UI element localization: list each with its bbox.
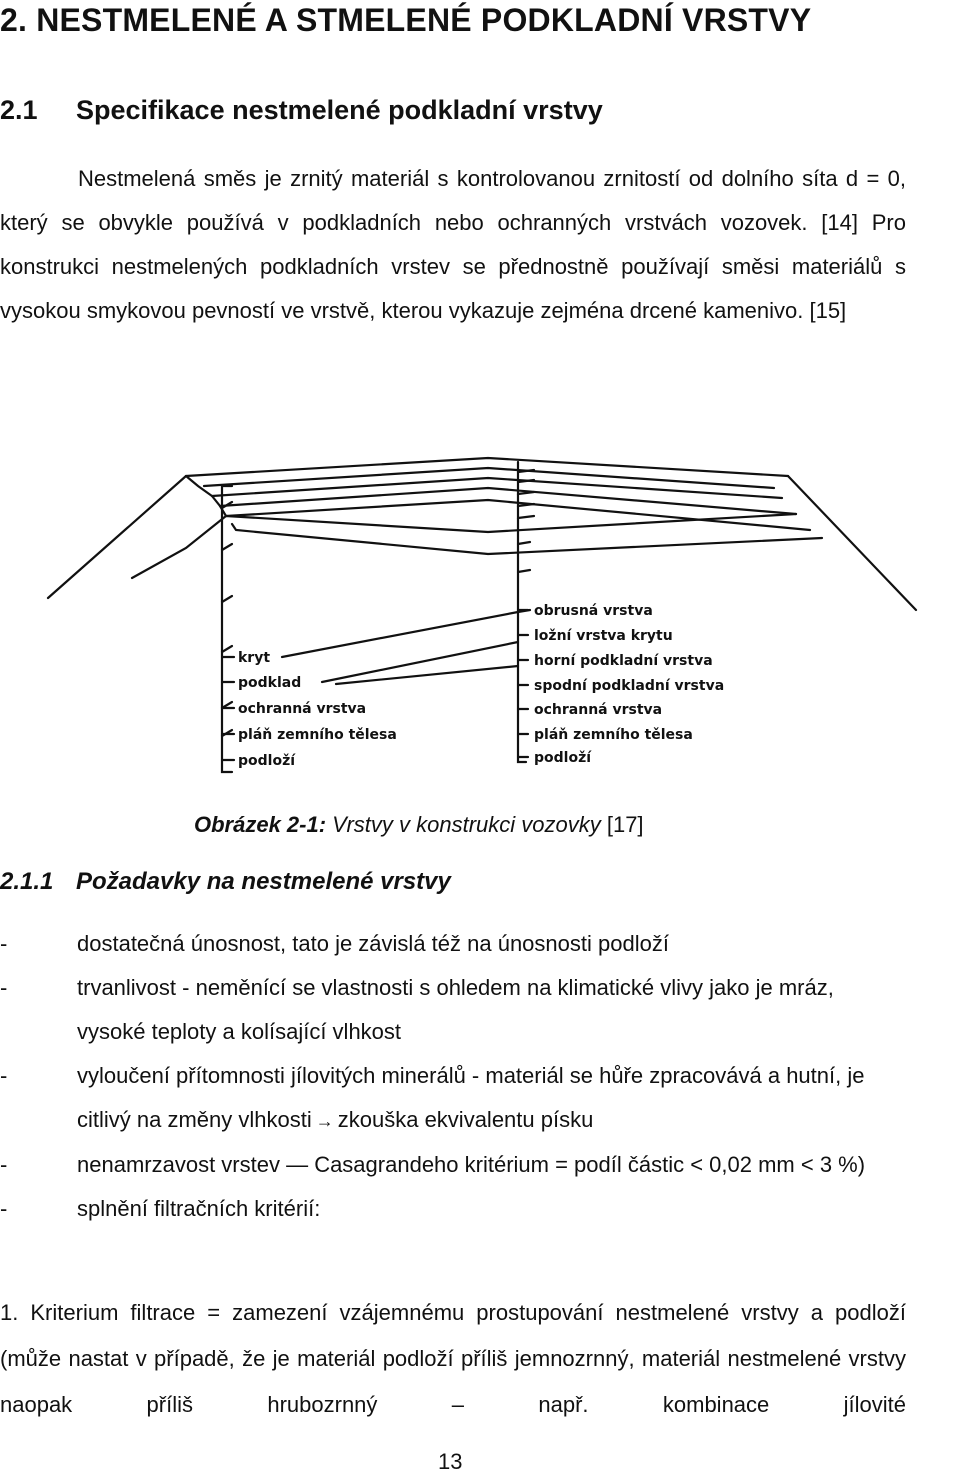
requirement-3-result: zkouška ekvivalentu písku: [337, 1107, 594, 1132]
label-plan-zemniho-telesa-right: pláň zemního tělesa: [534, 727, 693, 743]
label-ochranna-vrstva-right: ochranná vrstva: [534, 702, 663, 718]
road-layers-figure: [36, 452, 932, 787]
figure-caption-label: Obrázek 2-1:: [194, 812, 327, 837]
requirement-3: vyloučení přítomnosti jílovitých minerálů - materiál se hůře zpracovává a hutní, je citlivý na změny vlhkosti: [77, 1063, 865, 1132]
subgrade-line: [232, 524, 822, 554]
layer-line-7: [226, 514, 796, 532]
list-dash: -: [0, 1063, 8, 1088]
label-spodni-podkladni-vrstva: spodní podkladní vrstva: [534, 678, 725, 694]
label-podklad: podklad: [238, 675, 302, 691]
requirement-5: splnění filtračních kritérií:: [77, 1196, 321, 1221]
chapter-number: 2.: [0, 2, 28, 38]
list-dash: -: [0, 975, 8, 1000]
label-podlozi-left: podloží: [238, 753, 296, 769]
road-cross-section: [48, 458, 916, 772]
subsection-number: 2.1.1: [0, 868, 54, 895]
intro-paragraph-text: Nestmelená směs je zrnitý materiál s kontrolovanou zrnitostí od dolního síta d = 0, který se obvykle používá v podkladních nebo ochranných vrstvách vozovek. [14] Pro konstrukci nestmelených podkladních vrstev se přednostně používají směsi materiálů s vysokou smykovou pevností ve vrstvě, kterou vykazuje zejména drcené kamenivo. [15]: [0, 166, 906, 323]
label-kryt: kryt: [238, 650, 271, 666]
left-slope-line: [48, 476, 186, 598]
list-item: [0, 1054, 906, 1143]
figure-caption-text: Vrstvy v konstrukci vozovky: [326, 812, 601, 837]
label-obrusna-vrstva: obrusná vrstva: [534, 603, 653, 619]
requirement-1: dostatečná únosnost, tato je závislá též na únosnosti podloží: [77, 931, 669, 956]
requirement-2: trvanlivost - neměnící se vlastnosti s ohledem na klimatické vlivy jako je mráz, vysoké teploty a kolísající vlhkost: [77, 975, 834, 1044]
intro-paragraph: [0, 157, 906, 333]
figure-caption-ref: [17]: [600, 812, 644, 837]
chapter-heading: [0, 2, 811, 39]
requirement-4: nenamrzavost vrstev — Casagrandeho kritérium = podíl částic < 0,02 mm < 3 %): [77, 1152, 866, 1177]
figure-caption: [194, 812, 644, 838]
arrow-right-icon: →: [315, 1111, 334, 1131]
list-item: [0, 922, 906, 966]
left-marker-line: [222, 486, 232, 772]
page-number: 13: [438, 1449, 463, 1474]
leader-podklad-2: [336, 666, 518, 684]
right-slope-line: [788, 476, 916, 610]
section-number: 2.1: [0, 95, 38, 125]
chapter-title: NESTMELENÉ A STMELENÉ PODKLADNÍ VRSTVY: [36, 2, 812, 38]
section-heading: [0, 95, 603, 126]
subsection-heading: [0, 868, 451, 896]
list-item: [0, 1143, 906, 1187]
label-plan-zemniho-telesa-left: pláň zemního tělesa: [238, 727, 397, 743]
list-dash: -: [0, 1196, 8, 1221]
layer-line-6: [132, 476, 226, 578]
criterion-paragraph: 1. Kriterium filtrace = zamezení vzájemnému prostupování nestmelené vrstvy a podloží (může nastat v případě, že je materiál podloží příliš jemnozrnný, materiál nestmelené vrstvy naopak příliš hrubozrnný – např. kombinace jílovité: [0, 1300, 906, 1417]
right-labels: [534, 603, 724, 766]
list-dash: -: [0, 1152, 8, 1177]
list-item: [0, 1187, 906, 1231]
label-podlozi-right: podloží: [534, 750, 592, 766]
list-item: [0, 966, 906, 1054]
label-horni-podkladni-vrstva: horní podkladní vrstva: [534, 653, 713, 669]
left-labels: [238, 650, 397, 769]
label-lozni-vrstva-krytu: ložní vrstva krytu: [534, 628, 673, 644]
list-dash: -: [0, 931, 8, 956]
requirements-list: [0, 922, 906, 1231]
subsection-title: Požadavky na nestmelené vrstvy: [76, 868, 451, 895]
section-title: Specifikace nestmelené podkladní vrstvy: [76, 95, 603, 125]
label-ochranna-vrstva-left: ochranná vrstva: [238, 701, 367, 717]
